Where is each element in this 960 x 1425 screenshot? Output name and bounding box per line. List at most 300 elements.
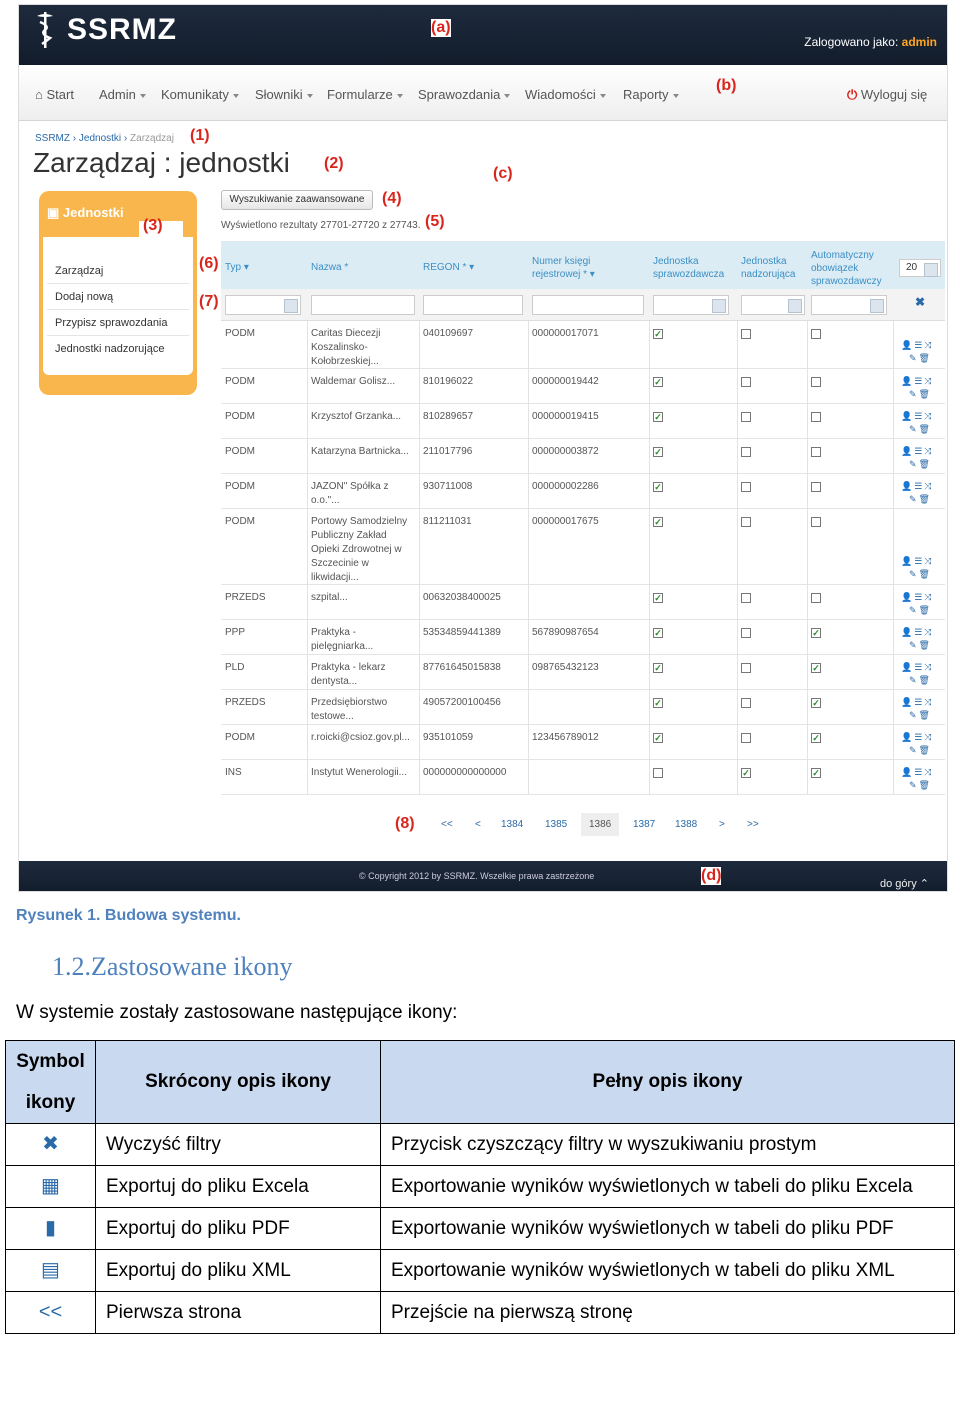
- checkbox-nadzorujaca[interactable]: ✓: [742, 768, 750, 778]
- cell-nazwa: Praktyka - pielęgniarka...: [311, 627, 374, 652]
- column-divider: [737, 474, 738, 509]
- column-divider: [737, 655, 738, 690]
- column-divider: [737, 760, 738, 795]
- checkbox-automatyczny[interactable]: ✓: [812, 628, 820, 638]
- user-icon[interactable]: 👤: [901, 627, 913, 637]
- icon-full-desc: Przycisk czyszczący filtry w wyszukiwaniu prostym: [381, 1124, 955, 1166]
- trash-icon[interactable]: 🗑: [918, 675, 930, 685]
- column-divider: [419, 404, 420, 439]
- checkbox-automatyczny[interactable]: ✓: [812, 663, 820, 673]
- marker-6: (6): [199, 255, 219, 272]
- edit-icon[interactable]: ✎: [909, 494, 917, 504]
- row-actions: [901, 375, 941, 401]
- cell-typ: PODM: [225, 732, 255, 743]
- to-top-label: do góry: [880, 878, 917, 890]
- table-row[interactable]: [221, 725, 945, 760]
- edit-icon[interactable]: ✎: [909, 459, 917, 469]
- table-row[interactable]: [221, 585, 945, 620]
- marker-d: (d): [701, 867, 722, 884]
- edit-icon[interactable]: ✎: [909, 640, 917, 650]
- column-divider: [893, 760, 894, 795]
- intro-text: W systemie zostały zastosowane następujące ikony:: [16, 1002, 458, 1023]
- col-label: Numer księgi rejestrowej: [532, 256, 591, 280]
- cell-ksiega: 000000019415: [532, 411, 599, 422]
- pdf-export-icon: ▮: [44, 1217, 56, 1239]
- cell-nazwa: szpital...: [311, 592, 348, 603]
- list-icon[interactable]: ☰: [914, 340, 923, 350]
- column-divider: [649, 439, 650, 474]
- cell-typ: PRZEDS: [225, 592, 266, 603]
- row-actions: [901, 555, 941, 581]
- pager-item[interactable]: 1387: [633, 819, 656, 830]
- logout-label: Wyloguj się: [860, 87, 928, 102]
- checkbox-automatyczny[interactable]: ✓: [812, 733, 820, 743]
- back-to-top-link[interactable]: do góry ⌃: [880, 878, 929, 890]
- cell-typ: PODM: [225, 328, 255, 339]
- pager-item[interactable]: 1386: [581, 813, 619, 836]
- cell-regon: 53534859441389: [423, 627, 501, 638]
- home-icon: ⌂: [35, 87, 43, 102]
- marker-4: (4): [382, 190, 402, 207]
- icon-table-row: [6, 1250, 955, 1292]
- list-icon[interactable]: ☰: [914, 697, 923, 707]
- cell-nazwa: Portowy Samodzielny Publiczny Zakład Opieki Zdrowotnej w Szczecinie w likwidacji...: [311, 516, 408, 583]
- table-row[interactable]: [221, 404, 945, 439]
- page-size-select[interactable]: 20: [899, 259, 941, 277]
- icon-short-desc: Wyczyść filtry: [96, 1124, 381, 1166]
- checkbox-nadzorujaca[interactable]: [741, 517, 751, 527]
- clear-filter-icon[interactable]: ✖: [915, 295, 926, 309]
- column-divider: [419, 620, 420, 655]
- column-divider: [649, 620, 650, 655]
- pager-item[interactable]: 1385: [545, 819, 568, 830]
- chevron-down-icon: [233, 94, 239, 98]
- col-regon[interactable]: REGON * ▾: [423, 262, 475, 273]
- marker-7: (7): [199, 293, 219, 310]
- edit-icon[interactable]: ✎: [909, 389, 917, 399]
- shuffle-icon[interactable]: ⤨: [924, 481, 932, 491]
- column-divider: [737, 725, 738, 760]
- user-icon[interactable]: 👤: [901, 340, 913, 350]
- nav-formularze[interactable]: [327, 87, 403, 102]
- checkbox-sprawozdawcza[interactable]: ✓: [654, 593, 662, 603]
- column-divider: [649, 655, 650, 690]
- header-symbol-line2: ikony: [25, 1092, 76, 1113]
- checkbox-sprawozdawcza[interactable]: ✓: [654, 412, 662, 422]
- marker-b: (b): [716, 77, 737, 94]
- shuffle-icon[interactable]: ⤨: [924, 376, 932, 386]
- marker-8: (8): [395, 815, 415, 832]
- header-symbol: [6, 1041, 96, 1124]
- cell-typ: PLD: [225, 662, 245, 673]
- list-icon[interactable]: ☰: [914, 662, 923, 672]
- list-icon[interactable]: ☰: [914, 556, 923, 566]
- trash-icon[interactable]: 🗑: [918, 353, 930, 363]
- col-nazwa[interactable]: Nazwa *: [311, 262, 349, 273]
- chevron-down-icon: [140, 94, 146, 98]
- column-divider: [893, 369, 894, 404]
- user-icon[interactable]: 👤: [901, 556, 913, 566]
- pager-item[interactable]: <: [475, 819, 481, 830]
- shuffle-icon[interactable]: ⤨: [924, 767, 932, 777]
- column-divider: [649, 369, 650, 404]
- column-divider: [893, 474, 894, 509]
- table-header-row: [6, 1041, 955, 1124]
- col-sprawozdawcza[interactable]: Jednostka sprawozdawcza: [653, 256, 725, 280]
- row-actions: [901, 591, 941, 617]
- nav-label: Raporty: [623, 87, 669, 102]
- checkbox-nadzorujaca[interactable]: [741, 482, 751, 492]
- user-icon[interactable]: 👤: [901, 592, 913, 602]
- header-full: Pełny opis ikony: [381, 1041, 955, 1124]
- filter-ksiega[interactable]: [532, 295, 644, 315]
- column-divider: [807, 439, 808, 474]
- cell-regon: 810289657: [423, 411, 474, 422]
- logout-link[interactable]: [847, 87, 927, 103]
- list-icon[interactable]: ☰: [914, 627, 923, 637]
- cell-regon: 810196022: [423, 376, 474, 387]
- marker-a: (a): [431, 19, 451, 36]
- column-divider: [893, 655, 894, 690]
- sidebar-item-przypisz[interactable]: Przypisz sprawozdania: [55, 317, 168, 329]
- login-info: [804, 35, 937, 49]
- sidebar-item-nadzorujace[interactable]: Jednostki nadzorujące: [55, 343, 165, 355]
- checkbox-automatyczny[interactable]: [811, 593, 821, 603]
- col-ksiega[interactable]: Numer księgi rejestrowej * ▾: [532, 256, 595, 280]
- caduceus-icon: [33, 10, 57, 50]
- system-screenshot: [18, 4, 948, 892]
- column-divider: [893, 620, 894, 655]
- column-divider: [893, 439, 894, 474]
- trash-icon[interactable]: 🗑: [918, 640, 930, 650]
- app-logo[interactable]: SSRMZ: [67, 13, 177, 46]
- list-icon[interactable]: ☰: [914, 767, 923, 777]
- sidebar-heading-label: Jednostki: [62, 205, 124, 220]
- table-row[interactable]: [221, 474, 945, 509]
- table-row[interactable]: [221, 369, 945, 404]
- checkbox-automatyczny[interactable]: ✓: [812, 698, 820, 708]
- nav-wiadomosci[interactable]: [525, 87, 606, 102]
- checkbox-automatyczny[interactable]: [811, 377, 821, 387]
- checkbox-nadzorujaca[interactable]: [741, 377, 751, 387]
- edit-icon[interactable]: ✎: [909, 424, 917, 434]
- login-user[interactable]: admin: [901, 35, 937, 49]
- column-divider: [307, 620, 308, 655]
- breadcrumb-item[interactable]: SSRMZ: [35, 133, 70, 144]
- nav-label: Admin: [99, 87, 136, 102]
- list-icon[interactable]: ☰: [914, 376, 923, 386]
- trash-icon[interactable]: 🗑: [918, 745, 930, 755]
- cell-regon: 211017796: [423, 446, 473, 457]
- checkbox-automatyczny[interactable]: [811, 329, 821, 339]
- column-divider: [528, 439, 529, 474]
- checkbox-automatyczny[interactable]: [811, 447, 821, 457]
- checkbox-sprawozdawcza[interactable]: ✓: [654, 733, 662, 743]
- checkbox-nadzorujaca[interactable]: [741, 698, 751, 708]
- cell-nazwa: r.roicki@csioz.gov.pl...: [311, 732, 410, 743]
- nav-label: Sprawozdania: [418, 87, 501, 102]
- table-row[interactable]: [221, 760, 945, 795]
- user-icon[interactable]: 👤: [901, 376, 913, 386]
- row-actions: [901, 661, 941, 687]
- checkbox-nadzorujaca[interactable]: [741, 663, 751, 673]
- checkbox-automatyczny[interactable]: ✓: [812, 768, 820, 778]
- row-actions: [901, 410, 941, 436]
- cell-typ: PODM: [225, 516, 255, 527]
- cell-regon: 87761645015838: [423, 662, 501, 673]
- checkbox-sprawozdawcza[interactable]: ✓: [654, 517, 662, 527]
- nav-label: Start: [46, 87, 74, 102]
- edit-icon[interactable]: ✎: [909, 569, 917, 579]
- icon-short-desc: Pierwsza strona: [96, 1292, 381, 1334]
- sidebar-heading: [47, 205, 124, 221]
- nav-label: Formularze: [327, 87, 393, 102]
- checkbox-sprawozdawcza[interactable]: ✓: [654, 329, 662, 339]
- column-divider: [307, 404, 308, 439]
- list-icon[interactable]: ☰: [914, 481, 923, 491]
- icon-table-row: [6, 1208, 955, 1250]
- chevron-down-icon: [600, 94, 606, 98]
- trash-icon[interactable]: 🗑: [918, 494, 930, 504]
- cell-nazwa: Caritas Diecezji Koszalinsko-Kołobrzeskiej...: [311, 328, 381, 367]
- list-icon[interactable]: ☰: [914, 732, 923, 742]
- pager-item[interactable]: <<: [441, 819, 453, 830]
- list-icon[interactable]: ☰: [914, 592, 923, 602]
- trash-icon[interactable]: 🗑: [918, 605, 930, 615]
- checkbox-sprawozdawcza[interactable]: ✓: [654, 698, 662, 708]
- footer: [19, 861, 948, 892]
- pager-item[interactable]: >>: [747, 819, 759, 830]
- checkbox-sprawozdawcza[interactable]: [653, 768, 663, 778]
- col-automatyczny[interactable]: Automatyczny obowiązek sprawozdawczy: [811, 250, 882, 287]
- checkbox-automatyczny[interactable]: [811, 482, 821, 492]
- filter-typ[interactable]: [225, 295, 301, 315]
- cell-ksiega: 567890987654: [532, 627, 599, 638]
- cell-regon: 040109697: [423, 328, 474, 339]
- user-icon[interactable]: 👤: [901, 767, 913, 777]
- checkbox-automatyczny[interactable]: [811, 517, 821, 527]
- checkbox-nadzorujaca[interactable]: [741, 329, 751, 339]
- table-row[interactable]: [221, 321, 945, 369]
- table-row[interactable]: [221, 439, 945, 474]
- page-title: Zarządzaj : jednostki: [33, 147, 290, 178]
- row-actions: [901, 626, 941, 652]
- list-icon[interactable]: ☰: [914, 446, 923, 456]
- column-divider: [307, 690, 308, 725]
- edit-icon[interactable]: ✎: [909, 605, 917, 615]
- user-icon[interactable]: 👤: [901, 662, 913, 672]
- checkbox-nadzorujaca[interactable]: [741, 447, 751, 457]
- user-icon[interactable]: 👤: [901, 732, 913, 742]
- checkbox-nadzorujaca[interactable]: [741, 593, 751, 603]
- cell-nazwa: Waldemar Golisz...: [311, 376, 396, 387]
- checkbox-sprawozdawcza[interactable]: ✓: [654, 447, 662, 457]
- sidebar: [39, 191, 197, 395]
- header-symbol-line1: Symbol: [16, 1051, 85, 1072]
- figure-caption: Rysunek 1. Budowa systemu.: [16, 907, 241, 924]
- column-divider: [528, 690, 529, 725]
- cell-nazwa: Praktyka - lekarz dentysta...: [311, 662, 386, 687]
- list-icon[interactable]: ☰: [914, 411, 923, 421]
- shuffle-icon[interactable]: ⤨: [924, 732, 932, 742]
- user-icon[interactable]: 👤: [901, 481, 913, 491]
- cell-typ: PODM: [225, 446, 255, 457]
- column-divider: [528, 585, 529, 620]
- filter-row: [221, 289, 945, 321]
- nav-label: Wiadomości: [525, 87, 596, 102]
- edit-icon[interactable]: ✎: [909, 353, 917, 363]
- user-icon[interactable]: 👤: [901, 697, 913, 707]
- column-divider: [737, 321, 738, 369]
- cell-ksiega: 123456789012: [532, 732, 599, 743]
- checkbox-sprawozdawcza[interactable]: ✓: [654, 663, 662, 673]
- breadcrumb-item[interactable]: Jednostki: [78, 133, 122, 144]
- icon-symbol-cell: [6, 1124, 96, 1166]
- checkbox-nadzorujaca[interactable]: [741, 412, 751, 422]
- trash-icon[interactable]: 🗑: [918, 780, 930, 790]
- nav-raporty[interactable]: [623, 87, 679, 102]
- section-title: 1.2.Zastosowane ikony: [52, 952, 293, 981]
- col-label: Nazwa: [311, 262, 342, 273]
- marker-5: (5): [425, 213, 445, 230]
- results-info: Wyświetlono rezultaty 27701-27720 z 27743.: [221, 220, 421, 231]
- col-typ[interactable]: Typ ▾: [225, 262, 249, 273]
- column-divider: [307, 725, 308, 760]
- units-table: [221, 241, 945, 797]
- column-divider: [807, 725, 808, 760]
- sidebar-item-dodaj[interactable]: Dodaj nową: [55, 291, 114, 303]
- pager-item[interactable]: >: [719, 819, 725, 830]
- nav-start[interactable]: [35, 87, 74, 102]
- shuffle-icon[interactable]: ⤨: [924, 697, 932, 707]
- filter-sprawozdawcza[interactable]: [653, 295, 729, 315]
- pager-item[interactable]: 1384: [501, 819, 524, 830]
- icon-full-desc: Exportowanie wyników wyświetlonych w tabeli do pliku XML: [381, 1250, 955, 1292]
- chevron-down-icon: [397, 94, 403, 98]
- column-divider: [807, 474, 808, 509]
- column-divider: [307, 439, 308, 474]
- column-divider: [419, 585, 420, 620]
- row-actions: [901, 480, 941, 506]
- table-row[interactable]: [221, 509, 945, 585]
- checkbox-nadzorujaca[interactable]: [741, 628, 751, 638]
- cell-regon: 811211031: [423, 516, 472, 527]
- column-divider: [737, 690, 738, 725]
- column-divider: [419, 321, 420, 369]
- edit-icon[interactable]: ✎: [909, 745, 917, 755]
- column-divider: [737, 439, 738, 474]
- trash-icon[interactable]: 🗑: [918, 459, 930, 469]
- column-divider: [528, 404, 529, 439]
- filter-automatyczny[interactable]: [811, 295, 887, 315]
- column-divider: [649, 725, 650, 760]
- col-nadzorujaca[interactable]: Jednostka nadzorująca: [741, 256, 796, 280]
- cell-typ: PODM: [225, 376, 255, 387]
- column-divider: [893, 690, 894, 725]
- marker-2: (2): [324, 155, 344, 172]
- advanced-search-button[interactable]: Wyszukiwanie zaawansowane: [221, 190, 373, 210]
- icon-short-desc: Exportuj do pliku Excela: [96, 1166, 381, 1208]
- trash-icon[interactable]: 🗑: [918, 424, 930, 434]
- chevron-down-icon: [307, 94, 313, 98]
- table-row[interactable]: [221, 655, 945, 690]
- cell-regon: 49057200100456: [423, 697, 501, 708]
- filter-regon[interactable]: [423, 295, 523, 315]
- column-divider: [893, 321, 894, 369]
- column-divider: [307, 369, 308, 404]
- icon-short-desc: Exportuj do pliku XML: [96, 1250, 381, 1292]
- filter-nadzorujaca[interactable]: [741, 295, 805, 315]
- column-divider: [419, 655, 420, 690]
- column-divider: [419, 369, 420, 404]
- sidebar-item-zarzadzaj[interactable]: Zarządzaj: [55, 265, 104, 277]
- filter-nazwa[interactable]: [311, 295, 415, 315]
- column-divider: [893, 404, 894, 439]
- cell-nazwa: JAZON" Spółka z o.o."...: [311, 481, 389, 506]
- trash-icon[interactable]: 🗑: [918, 389, 930, 399]
- checkbox-nadzorujaca[interactable]: [741, 733, 751, 743]
- checkbox-sprawozdawcza[interactable]: ✓: [654, 377, 662, 387]
- edit-icon[interactable]: ✎: [909, 780, 917, 790]
- shuffle-icon[interactable]: ⤨: [924, 556, 932, 566]
- breadcrumb: SSRMZ › Jednostki › Zarządzaj: [35, 133, 174, 144]
- cell-regon: 930711008: [423, 481, 473, 492]
- column-divider: [528, 321, 529, 369]
- cell-typ: PPP: [225, 627, 246, 638]
- shuffle-icon[interactable]: ⤨: [924, 592, 932, 602]
- trash-icon[interactable]: 🗑: [918, 569, 930, 579]
- column-divider: [419, 509, 420, 585]
- column-divider: [528, 509, 529, 585]
- cell-ksiega: 000000002286: [532, 481, 599, 492]
- cell-typ: PODM: [225, 481, 255, 492]
- sidebar-list: [43, 237, 193, 375]
- column-divider: [893, 509, 894, 585]
- shuffle-icon[interactable]: ⤨: [924, 446, 932, 456]
- checkbox-automatyczny[interactable]: [811, 412, 821, 422]
- user-icon[interactable]: 👤: [901, 446, 913, 456]
- column-divider: [419, 474, 420, 509]
- nav-label: Słowniki: [255, 87, 303, 102]
- cell-regon: 000000000000000: [423, 767, 507, 778]
- edit-icon[interactable]: ✎: [909, 710, 917, 720]
- user-icon[interactable]: 👤: [901, 411, 913, 421]
- nav-slowniki[interactable]: [255, 87, 313, 102]
- column-divider: [307, 509, 308, 585]
- column-divider: [737, 585, 738, 620]
- column-divider: [419, 725, 420, 760]
- nav-sprawozdania[interactable]: [418, 87, 510, 102]
- cell-regon: 935101059: [423, 732, 474, 743]
- edit-icon[interactable]: ✎: [909, 675, 917, 685]
- cell-typ: PRZEDS: [225, 697, 266, 708]
- checkbox-sprawozdawcza[interactable]: ✓: [654, 482, 662, 492]
- shuffle-icon[interactable]: ⤨: [924, 662, 932, 672]
- trash-icon[interactable]: 🗑: [918, 710, 930, 720]
- shuffle-icon[interactable]: ⤨: [924, 627, 932, 637]
- shuffle-icon[interactable]: ⤨: [924, 340, 932, 350]
- row-actions: [901, 339, 941, 365]
- checkbox-sprawozdawcza[interactable]: ✓: [654, 628, 662, 638]
- shuffle-icon[interactable]: ⤨: [924, 411, 932, 421]
- column-divider: [528, 655, 529, 690]
- table-row[interactable]: [221, 690, 945, 725]
- column-divider: [649, 585, 650, 620]
- nav-komunikaty[interactable]: [161, 87, 239, 102]
- nav-admin[interactable]: [99, 87, 146, 102]
- pager-item[interactable]: 1388: [675, 819, 698, 830]
- table-row[interactable]: [221, 620, 945, 655]
